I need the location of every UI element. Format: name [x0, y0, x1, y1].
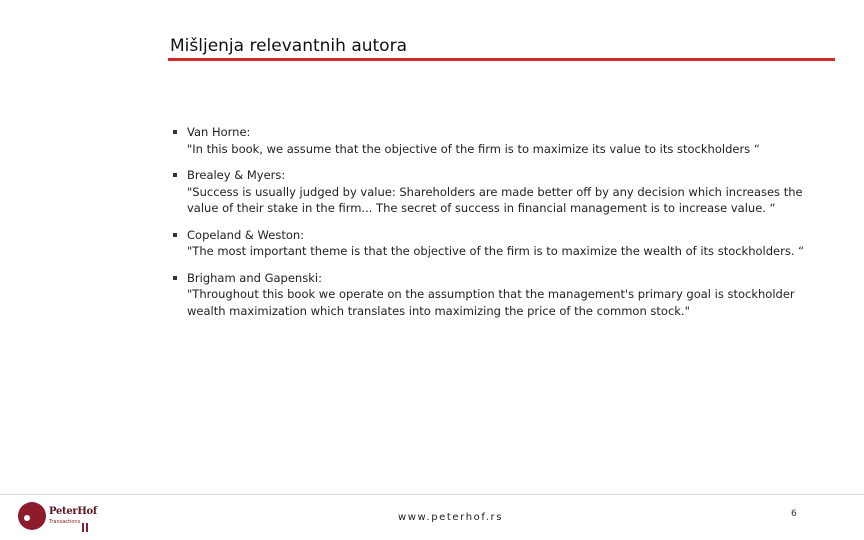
quote-text: "The most important theme is that the objective of the firm is to maximize the wealth of its stockholders. “: [187, 244, 805, 258]
logo-bars-icon: [82, 517, 90, 536]
quote-item: [172, 227, 832, 260]
quote-item: [172, 124, 832, 157]
quotes-list: [172, 124, 832, 329]
bullet-icon: [173, 276, 177, 280]
bullet-icon: [173, 233, 177, 237]
footer-divider: [0, 494, 864, 495]
page-number: 6: [791, 509, 797, 519]
logo-subtitle: Transactions: [49, 519, 81, 525]
bullet-icon: [173, 130, 177, 134]
quote-author: Brealey & Myers:: [187, 168, 286, 182]
quote-author: Van Horne:: [187, 125, 251, 139]
bullet-icon: [173, 173, 177, 177]
quote-item: [172, 270, 832, 320]
logo-dot-icon: [24, 515, 30, 521]
quote-text: "Success is usually judged by value: Shareholders are made better off by any decision which increases the value of their stake in the firm... The secret of success in financial management is to increase value. “: [187, 184, 803, 215]
logo-circle-icon: [18, 502, 46, 530]
quote-author: Brigham and Gapenski:: [187, 270, 322, 285]
title-underline: [168, 58, 835, 61]
quote-item: [172, 167, 832, 217]
quote-text: "Throughout this book we operate on the assumption that the management's primary goal is stockholder wealth maximization which translates into maximizing the price of the common stock.": [187, 287, 795, 318]
logo-name: PeterHof: [49, 506, 97, 517]
website-link[interactable]: www.peterhof.rs: [398, 512, 504, 523]
quote-text: "In this book, we assume that the objective of the firm is to maximize its value to its stockholders “: [187, 141, 760, 156]
peterhof-logo: [16, 500, 126, 534]
slide-title: Mišljenja relevantnih autora: [170, 36, 407, 56]
quote-author: Copeland & Weston:: [187, 227, 305, 242]
